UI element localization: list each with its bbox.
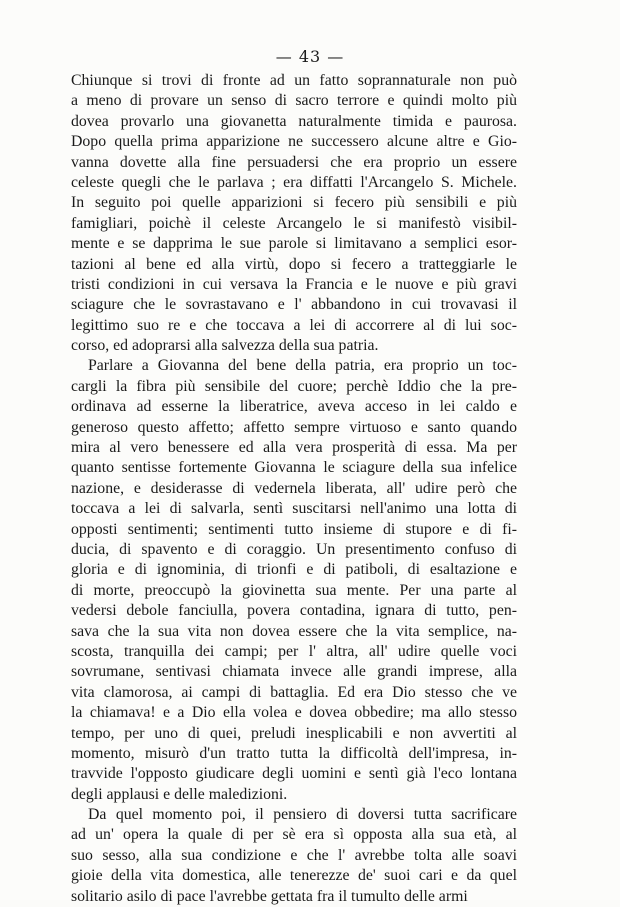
text-line: gloria e di ignominia, di trionfi e di patiboli, di esaltazione e: [71, 561, 517, 579]
text-line: sovrumane, sentivasi chiamata invece alle grandi imprese, alla: [71, 663, 517, 681]
text-line: famigliari, poichè il celeste Arcangelo le si manifestò visibil-: [71, 214, 517, 232]
text-line: vanna dovette alla fine persuadersi che era proprio un essere: [71, 153, 517, 171]
paragraph: [71, 71, 517, 356]
text-line: tazioni al bene ed alla virtù, dopo si fecero a tratteggiarle le: [71, 255, 517, 273]
paragraph: [71, 356, 517, 805]
text-line: legittimo suo re e che toccava a lei di accorrere al di lui soc-: [71, 316, 517, 334]
text-line: vedersi debole fanciulla, povera contadina, ignara di tutto, pen-: [71, 602, 517, 620]
text-line: mente e se dapprima le sue parole si limitavano a semplici esor-: [71, 235, 517, 253]
text-line: cargli la fibra più sensibile del cuore; perchè Iddio che la pre-: [71, 377, 517, 395]
text-line: suo sesso, alla sua condizione e che l' avrebbe tolta alle soavi: [71, 846, 517, 864]
text-line: In seguito poi quelle apparizioni si fecero più sensibili e più: [71, 194, 517, 212]
text-line: mira al vero benessere ed alla vera prosperità di essa. Ma per: [71, 439, 517, 457]
text-line: Dopo quella prima apparizione ne successero alcune altre e Gio-: [71, 133, 517, 151]
text-line: la chiamava! e a Dio ella volea e dovea obbedire; ma allo stesso: [71, 704, 517, 722]
text-line: tempo, per uno di quei, preludi inesplicabili e non avvertiti al: [71, 724, 517, 742]
text-line: ad un' opera la quale di per sè era sì opposta alla sua età, al: [71, 826, 517, 844]
text-line: celeste quegli che le parlava ; era diffatti l'Arcangelo S. Michele.: [71, 173, 517, 191]
text-line: solitario asilo di pace l'avrebbe gettata fra il tumulto delle armi: [71, 887, 468, 905]
text-line: di morte, preoccupò la giovinetta sua mente. Per una parte al: [71, 581, 517, 599]
text-line: vita clamorosa, ai campi di battaglia. Ed era Dio stesso che ve: [71, 683, 517, 701]
text-line: sava che la sua vita non dovea essere che la vita semplice, na-: [71, 622, 517, 640]
text-line: Chiunque si trovi di fronte ad un fatto soprannaturale non può: [71, 72, 517, 89]
text-line: nazione, e desiderasse di vedernela liberata, all' udire però che: [71, 479, 517, 497]
text-line: Parlare a Giovanna del bene della patria, era proprio un toc-: [88, 357, 517, 375]
text-line: Da quel momento poi, il pensiero di doversi tutta sacrificare: [88, 806, 517, 824]
text-line: dovea provarlo una giovanetta naturalmente timida e paurosa.: [71, 112, 517, 130]
text-line: toccava a lei di salvarla, sentì suscitarsi nell'animo una lotta di: [71, 500, 517, 518]
text-line: ducia, di spavento e di coraggio. Un presentimento confuso di: [71, 540, 517, 558]
text-line: quanto sentisse fortemente Giovanna le sciagure della sua infelice: [71, 459, 517, 477]
text-line: scosta, tranquilla dei campi; per l' altra, all' udire quelle voci: [71, 642, 517, 660]
text-line: corso, ed adoprarsi alla salvezza della sua patria.: [71, 337, 379, 355]
text-line: degli applausi e delle maledizioni.: [71, 785, 288, 803]
text-line: opposti sentimenti; sentimenti tutto insieme di stupore e di fi-: [71, 520, 517, 538]
paragraph: [71, 805, 517, 907]
text-line: momento, misurò d'un tratto tutta la difficoltà dell'impresa, in-: [71, 744, 517, 762]
text-line: tristi condizioni in cui versava la Francia e le nuove e più gravi: [71, 275, 517, 293]
text-line: ordinava ad esserne la liberatrice, aveva acceso in lei caldo e: [71, 398, 517, 416]
page-number: — 43 —: [275, 47, 345, 66]
text-line: a meno di provare un senso di sacro terrore e quindi molto più: [71, 92, 517, 110]
text-line: gioie della vita domestica, alle tenerezze de' suoi cari e da quel: [71, 867, 517, 885]
text-line: generoso questo affetto; affetto sempre virtuoso e santo quando: [71, 418, 517, 436]
text-line: travvide l'opposto giudicare degli uomini e sentì già l'eco lontana: [71, 765, 517, 783]
body-text: [71, 71, 517, 907]
text-line: sciagure che le sovrastavano e l' abbandono in cui trovavasi il: [71, 296, 517, 314]
